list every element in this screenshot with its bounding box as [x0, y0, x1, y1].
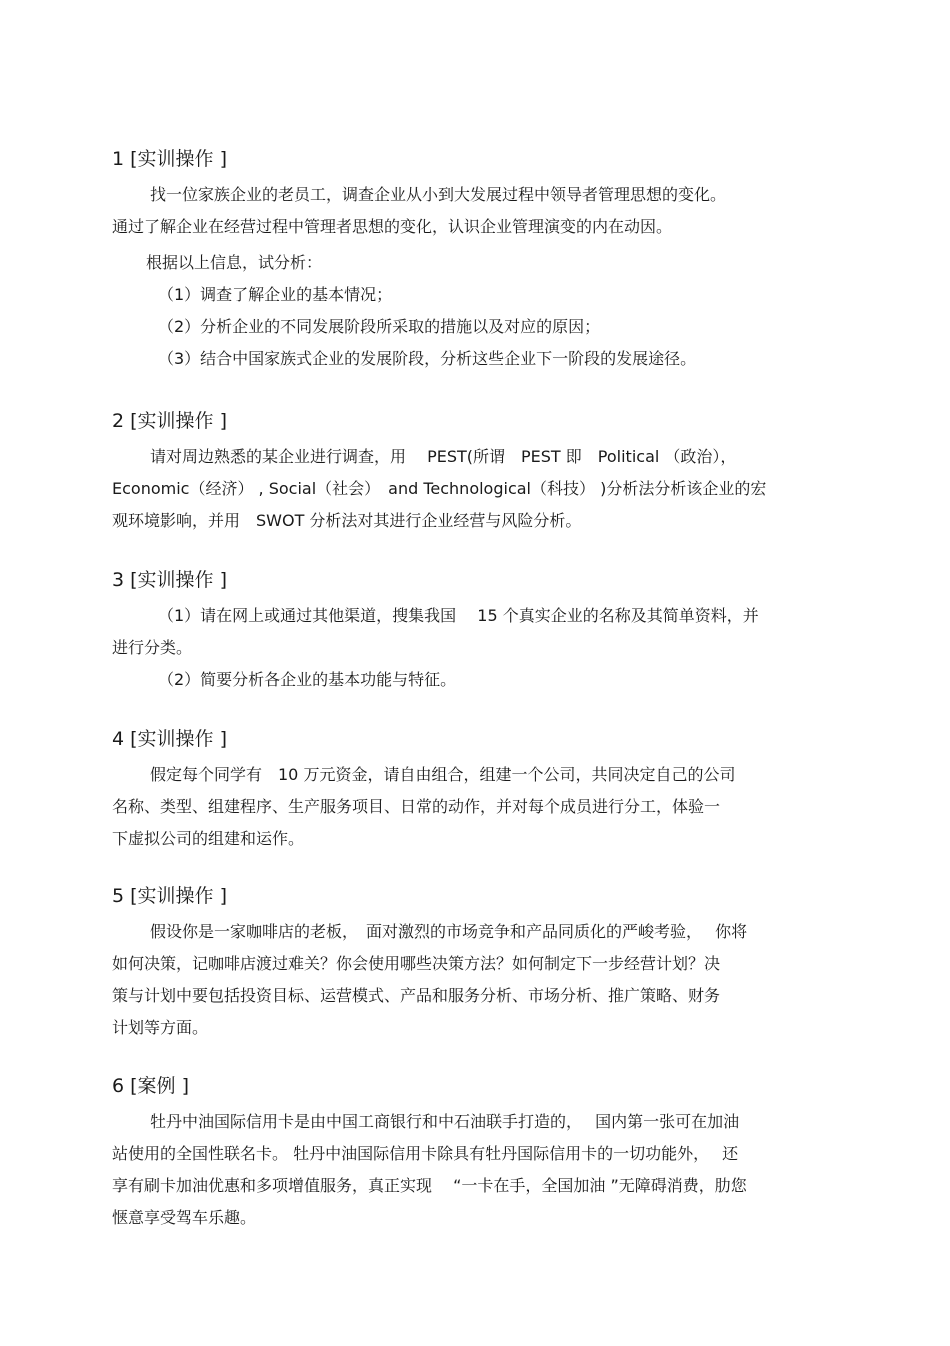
section-5: [112, 883, 842, 1044]
paragraph-line: 计划等方面。: [112, 1018, 209, 1037]
list-item: （1）请在网上或通过其他渠道，搜集我国 15 个真实企业的名称及其简单资料，并: [158, 606, 759, 625]
list-item: （3）结合中国家族式企业的发展阶段，分析这些企业下一阶段的发展途径。: [158, 349, 697, 368]
paragraph-line: 策与计划中要包括投资目标、运营模式、产品和服务分析、市场分析、推广策略、财务: [112, 986, 721, 1005]
paragraph-line: 享有刷卡加油优惠和多项增值服务，真正实现 “一卡在手，全国加油 ”无障碍消费，肋您: [112, 1176, 747, 1195]
paragraph-line: 观环境影响，并用 SWOT 分析法对其进行企业经营与风险分析。: [112, 511, 582, 530]
section-heading: 5 [实训操作 ]: [112, 885, 227, 907]
list-item: （1）调查了解企业的基本情况；: [158, 285, 393, 304]
section-3: [112, 567, 842, 696]
section-heading: 4 [实训操作 ]: [112, 728, 227, 750]
paragraph-line: 如何决策，记咖啡店渡过难关？你会使用哪些决策方法？如何制定下一步经营计划？决: [112, 954, 721, 973]
section-2: [112, 408, 842, 537]
paragraph-line: 进行分类。: [112, 638, 193, 657]
section-6: [112, 1073, 842, 1234]
paragraph-line: 假定每个同学有 10 万元资金，请自由组合，组建一个公司，共同决定自己的公司: [150, 765, 736, 784]
paragraph-line: 站使用的全国性联名卡。 牡丹中油国际信用卡除具有牡丹国际信用卡的一切功能外， 还: [112, 1144, 739, 1163]
paragraph-line: 通过了解企业在经营过程中管理者思想的变化，认识企业管理演变的内在动因。: [112, 217, 673, 236]
section-heading: 1 [实训操作 ]: [112, 148, 227, 170]
paragraph-line: 找一位家族企业的老员工，调查企业从小到大发展过程中领导者管理思想的变化。: [150, 185, 727, 204]
paragraph-line: 请对周边熟悉的某企业进行调查，用 PEST(所谓 PEST 即 Political （政治），: [150, 447, 737, 466]
section-heading: 2 [实训操作 ]: [112, 410, 227, 432]
list-item: （2）分析企业的不同发展阶段所采取的措施以及对应的原因；: [158, 317, 601, 336]
paragraph-line: Economic（经济） , Social（社会） and Technological（科技） )分析法分析该企业的宏: [112, 479, 767, 498]
paragraph-line: 假设你是一家咖啡店的老板， 面对激烈的市场竞争和产品同质化的严峻考验， 你将: [150, 922, 748, 941]
paragraph-line: 牡丹中油国际信用卡是由中国工商银行和中石油联手打造的， 国内第一张可在加油: [150, 1112, 740, 1131]
paragraph-line: 惬意享受驾车乐趣。: [112, 1208, 257, 1227]
paragraph-line: 名称、类型、组建程序、生产服务项目、日常的动作，并对每个成员进行分工，体验一: [112, 797, 721, 816]
section-heading: 3 [实训操作 ]: [112, 569, 227, 591]
list-item: （2）简要分析各企业的基本功能与特征。: [158, 670, 457, 689]
section-1: [112, 146, 842, 375]
section-4: [112, 726, 842, 855]
paragraph-line: 下虚拟公司的组建和运作。: [112, 829, 305, 848]
section-heading: 6 [案例 ]: [112, 1075, 189, 1097]
paragraph-line: 根据以上信息，试分析：: [146, 253, 323, 272]
